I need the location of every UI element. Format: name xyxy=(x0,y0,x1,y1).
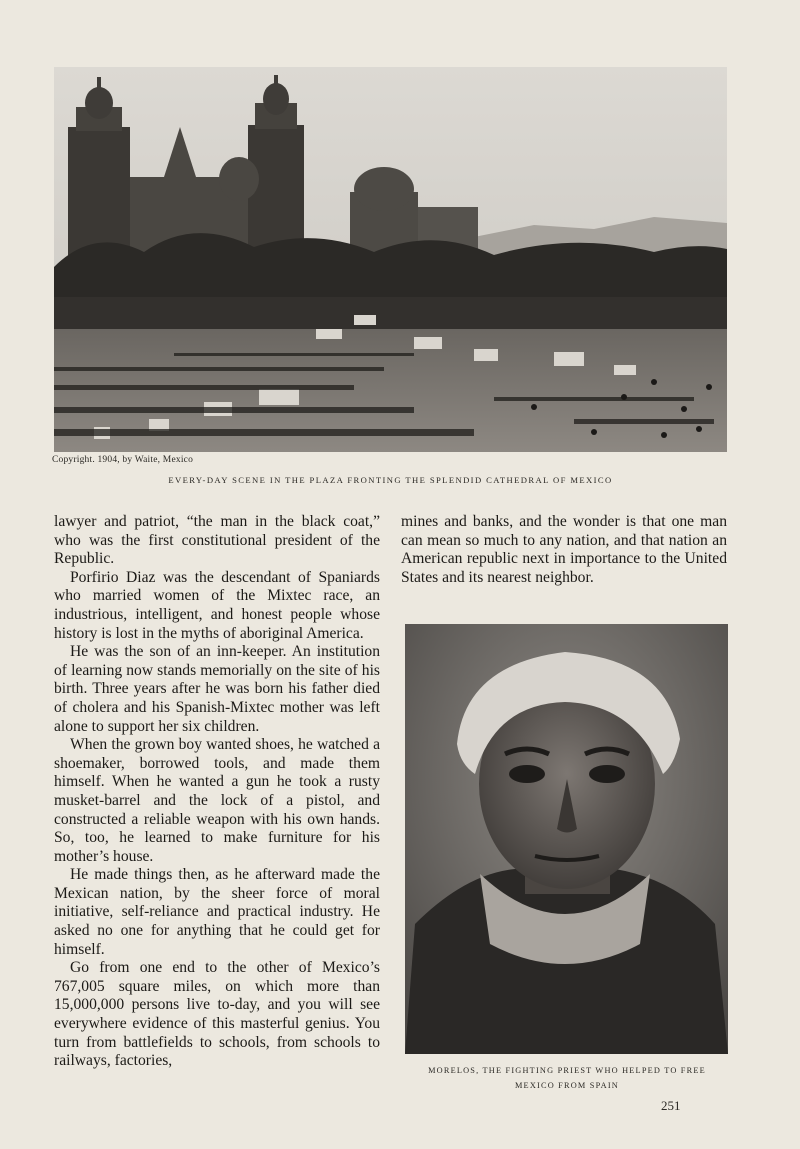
morelos-portrait-illustration xyxy=(405,624,728,1054)
paragraph: Porfirio Diaz was the descendant of Spaniards who married women of the Mixtec race, an industrious, intelligent, and honest people whose history is lost in the myths of aboriginal America. xyxy=(54,568,380,642)
paragraph: Go from one end to the other of Mexico’s 767,005 square miles, on which more than 15,000,000 persons live to-day, and you will see everywhere evidence of this masterful genius. You turn from battlefields to schools, from schools to railways, factories, xyxy=(54,959,380,1070)
portrait-caption xyxy=(398,1063,736,1093)
paragraph: mines and banks, and the wonder is that one man can mean so much to any nation, and that nation an American republic next in importance to the United States and its nearest neighbor. xyxy=(401,513,727,586)
plaza-photo-caption: EVERY-DAY SCENE IN THE PLAZA FRONTING THE SPLENDID CATHEDRAL OF MEXICO xyxy=(168,475,613,485)
paragraph: He made things then, as he afterward made the Mexican nation, by the sheer force of moral initiative, self-reliance and practical industry. He asked no one for anything that he could get for himself. xyxy=(54,866,380,958)
morelos-portrait xyxy=(405,624,728,1054)
portrait-caption-line: MEXICO FROM SPAIN xyxy=(514,1081,619,1090)
photo-credit: Copyright. 1904, by Waite, Mexico xyxy=(52,455,194,465)
paragraph: When the grown boy wanted shoes, he watched a shoemaker, borrowed tools, and made them himself. When he wanted a gun he took a rusty musket-barrel and the lock of a pistol, and constructed a reliable weapon with his own hands. So, too, he learned to make furniture for his mother’s house. xyxy=(54,736,380,865)
paragraph: He was the son of an inn-keeper. An institution of learning now stands memorially on the site of his birth. Three years after he was born his father died of cholera and his Spanish-Mixtec mother was left alone to support her six children. xyxy=(54,643,380,735)
plaza-cathedral-photo xyxy=(54,67,727,452)
left-text-column xyxy=(54,513,380,1071)
page-number: 251 xyxy=(661,1098,681,1113)
paragraph: lawyer and patriot, “the man in the black coat,” who was the first constitutional president of the Republic. xyxy=(54,513,380,568)
plaza-cathedral-illustration xyxy=(54,67,727,452)
right-text-column xyxy=(401,513,727,587)
portrait-caption-line: MORELOS, THE FIGHTING PRIEST WHO HELPED TO FREE xyxy=(428,1066,706,1075)
